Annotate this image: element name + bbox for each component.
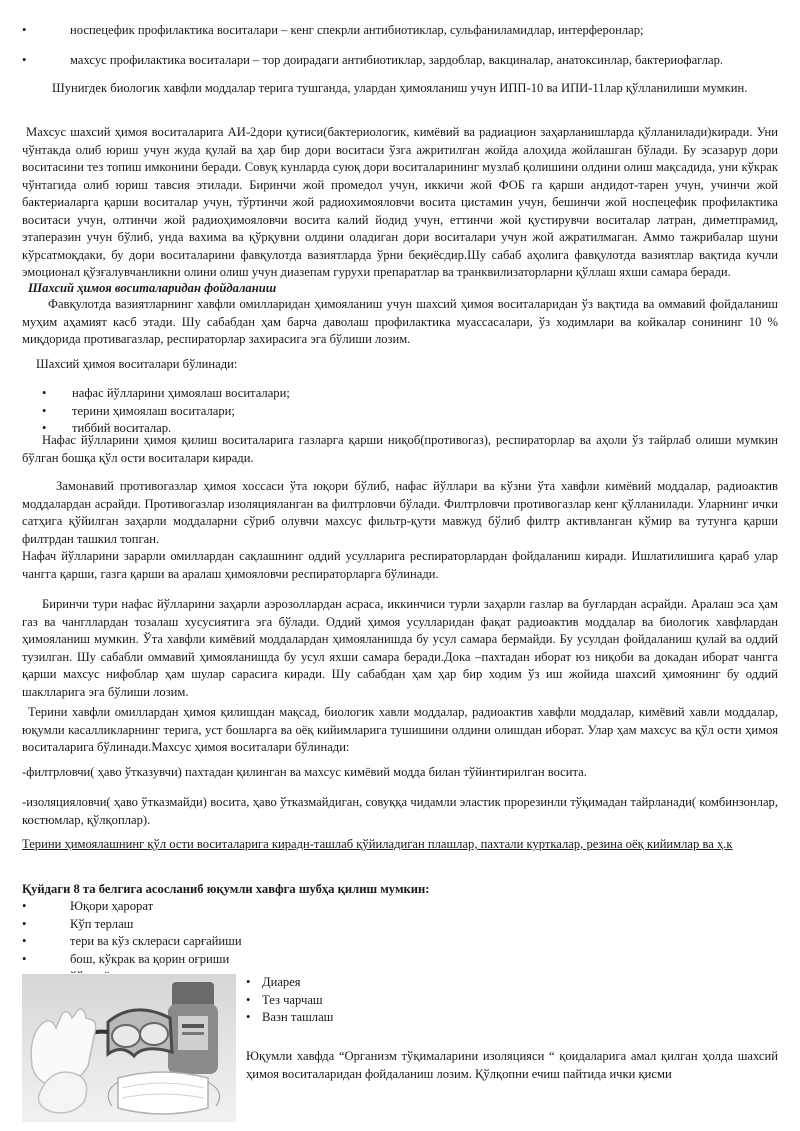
list-item (42, 385, 442, 403)
bullet-icon: • (22, 53, 27, 67)
bullet-icon: • (22, 916, 27, 931)
list-item (22, 898, 422, 916)
bullet-icon: • (246, 1010, 251, 1024)
list-item-text: тиббий воситалар. (72, 421, 172, 435)
paragraph-divided-intro: Шахсий ҳимоя воситалари бўлинади: (36, 357, 238, 371)
list-item (22, 52, 778, 70)
bullet-icon: • (22, 951, 27, 966)
bullet-icon: • (22, 23, 27, 37)
ppe-photo (22, 974, 236, 1122)
list-item-text: Юқори ҳарорат (70, 899, 154, 913)
list-item (246, 974, 546, 992)
mask-icon (108, 1072, 219, 1114)
list-item-text: нафас йўлларини ҳимоялаш воситалари; (72, 386, 290, 400)
bullet-icon: • (246, 992, 251, 1007)
paragraph-skin-protection: Терини хавфли омиллардан ҳимоя қилишдан мақсад, биологик хавли моддалар, радиоактив хавфли моддалар, кимёвий хавли моддалар, юқумли касалликларнинг терига, уст бошларга ва оёқ кийимларига тушишини олдини олишдан иборат. Улар ҳам махсус ва қўл ости ҳимоя воситаларига бўлинади.Махсус ҳимоя воситалари бўлинади: (22, 705, 778, 754)
section-heading-signs: Қуйдаги 8 та белгига асосланиб юқумли хавфга шубҳа қилиш мумкин: (22, 882, 430, 896)
list-item-text: махсус профилактика воситалари – тор доирадаги антибиотиклар, зардоблар, вакциналар, анатоксинлар, бактериофаглар. (70, 53, 724, 67)
line-improvised: Терини ҳимоялашнинг қўл ости воситаларига кирадн-ташлаб қўйиладиган плашлар, пахтали курткалар, резина оёқ кийимлар ва ҳ.к (22, 837, 733, 851)
paragraph-emergency: Фавқулотда вазиятларнинг хавфли омилларидан ҳимояланиш учун шахсий ҳимоя воситаларидан ўз вақтида ва оммавий фойдаланиш муҳим аҳамият касб этади. Шу сабабдан ҳам барча даволаш профилактика муассасалари, ўз ходимлари ва койкалар сонининг 10 % миқдорида противагазлар, респираторлар захирасига эга бўлиши лозим. (22, 297, 778, 346)
paragraph-isolation: Юқумли хавфда “Организм тўқималарини изоляцияси “ қоидаларига амал қилган ҳолда шахсий ҳимоя воситаларидан фойдаланиш лозим. Қўлқопни ечиш пайтида ички қисми (246, 1049, 778, 1081)
bullet-icon: • (246, 975, 251, 989)
list-item (246, 992, 546, 1010)
list-item (42, 403, 442, 421)
paragraph-respirator-types: Биринчи тури нафас йўлларини заҳарли аэрозоллардан асраса, иккинчиси турли заҳарли газлар ва буғлардан асрайди. Аралаш эса ҳам газ ва чангллардан тозалаш хусусиятига эга бўлади. Оддий ҳимоя усулларидан фақат радиоактив моддалар ва биологик хавфлардан ҳимояланиш мумкин. Ўта хавфли кимёвий моддалардан ҳимояланишда бу усул самара бермайди. Бу усулдан фойдаланиш қулай ва оддий тузилган. Шу сабабли оммавий ҳимояланишда бу усул яхши самара беради.Дока –пахтадан иборат юз ниқоби ва докадан иборат чангга қарши махсус нифоблар ҳам шулар сарасига киради. Шу сабабдан ҳам ҳар бир ходим ўз иш жойида шахсий ҳимоянинг бу оддий шаклларига эга бўлиши лозим. (22, 597, 778, 699)
symptoms-list-right (246, 974, 546, 1027)
bullet-icon: • (42, 403, 47, 418)
list-item-text: тери ва кўз склераси сарғайиши (70, 934, 242, 948)
bullet-icon: • (22, 934, 27, 948)
bottle-icon (168, 982, 218, 1074)
symptoms-list-left (22, 898, 422, 986)
list-item (22, 933, 422, 951)
line-isolating: -изоляцияловчи( ҳаво ўтказмайди) восита, ҳаво ўтказмайдиган, совуққа чидамли эластик прорезинли тўқимадан тайрланади( комбинзонлар, костюмлар, қўлқоплар). (22, 795, 778, 827)
list-item-text: бош, кўкрак ва қорин оғриши (70, 951, 230, 966)
gloves-icon (31, 1009, 95, 1113)
paragraph-gasmask: Нафас йўлларини ҳимоя қилиш воситаларига газларга қарши ниқоб(противогаз), респираторлар ва аҳоли ўз тайрлаб олиши мумкин бўлган бошқа қўл ости воситалари киради. (22, 433, 778, 465)
list-item (22, 951, 422, 969)
list-item-text: Тез чарчаш (262, 992, 323, 1007)
list-item-text: носпецефик профилактика воситалари – кенг спекрли антибиотиклар, сульфаниламидлар, интерферонлар; (70, 23, 644, 37)
paragraph-respirators: Нафач йўлларини зарарли омиллардан сақлашнинг оддий усулларига респираторлардан фойдаланиш киради. Ишлатилишига қараб улар чангга қарши, газга қарши ва аралаш ҳимояловчи респираторларга бўлинади. (22, 549, 778, 581)
list-item-text: терини ҳимоялаш воситалари; (72, 403, 235, 418)
paragraph-ipp: Шунигдек биологик хавфли моддалар терига тушганда, улардан ҳимояланиш учун ИПП-10 ва ИПИ-11лар қўлланилиши мумкин. (52, 81, 748, 95)
paragraph-modern-gasmasks: Замонавий противогазлар ҳимоя хоссаси ўта юқори бўлиб, нафас йўллари ва кўзни ўта хавфли кимёвий моддалар, радиоактив моддалардан асрайди. Противогазлар изоляцияланган ва филтрловчи бўлади. Филтрловчи противогазлар кенг қўлланилади. Уларнинг ички сатҳига қўйилган заҳарли моддаларни сўриб олувчи махсус фильтр-қути мавжуд бўлиб филтр активланган кўмир ва тутунга қарши филтрдан ташкил топган. (22, 479, 778, 546)
bullet-icon: • (42, 386, 47, 400)
list-item (22, 916, 422, 934)
list-item (22, 22, 778, 40)
list-item (246, 1009, 546, 1027)
bullet-icon: • (42, 421, 47, 435)
bullet-icon: • (22, 899, 27, 913)
list-item-text: Вазн ташлаш (262, 1010, 334, 1024)
line-filtering: -филтрловчи( ҳаво ўтказувчи) пахтадан қилинган ва махсус кимёвий модда билан тўйинтирилган восита. (22, 765, 587, 779)
list-item-text: Кўп терлаш (70, 916, 134, 931)
list-item-text: Диарея (262, 975, 301, 989)
section-heading-ppe: Шахсий ҳимоя воситаларидан фойдаланиш (28, 281, 277, 295)
paragraph-ai2: Махсус шахсий ҳимоя воситаларига АИ-2дори қутиси(бактериологик, кимёвий ва радиацион заҳарланишларда қўлланилади)киради. Уни чўнтакда олиб юриш учун жуда қулай ва ҳар бир дори воситаси ўзга ажритилган жойда алоҳида жойлашган бўлади. Бу эсазарур дори воситасини тез топиш имконини беради. Совуқ кунларда суюқ дори воситаларининг музлаб қолишини олдини олиш мақсадида, уни кўкрак чўнтагида олиб юриш тавсия этилади. Биринчи жой промедол учун, иккичи жой ФОБ га қарши андидот-тарен учун, учинчи жой бактериаларга қарши воситалар учун, тўртинчи жой радиохимояловчи восита цистамин учун, бешинчи жой носпецефик профилактика воситаси учун, олтинчи жой радиоҳимояловчи восита калий йодид учун, еттинчи жой қустирувчи воситалар латран, диметпрамид, этаперазин учун бўлиб, унда вахима ва қўрқувни олдини оладиган дори воситалари учун жой ажратилмаган. Аммо тажрибалар шуни кўрсатмоқдаки, бу дори воситаларини фавқулотда вазиятларда ўрни беқиёсдир.Шу сабаб аҳолига фавқулотда вазиятлар вақтида кучли эмоционал қўзғалувчанликни олини олиш учун диазепам гурухи препаратлар ва транквилизаторларни қўллаш яхши самара беради. (22, 125, 778, 279)
ppe-types-list (42, 385, 442, 438)
